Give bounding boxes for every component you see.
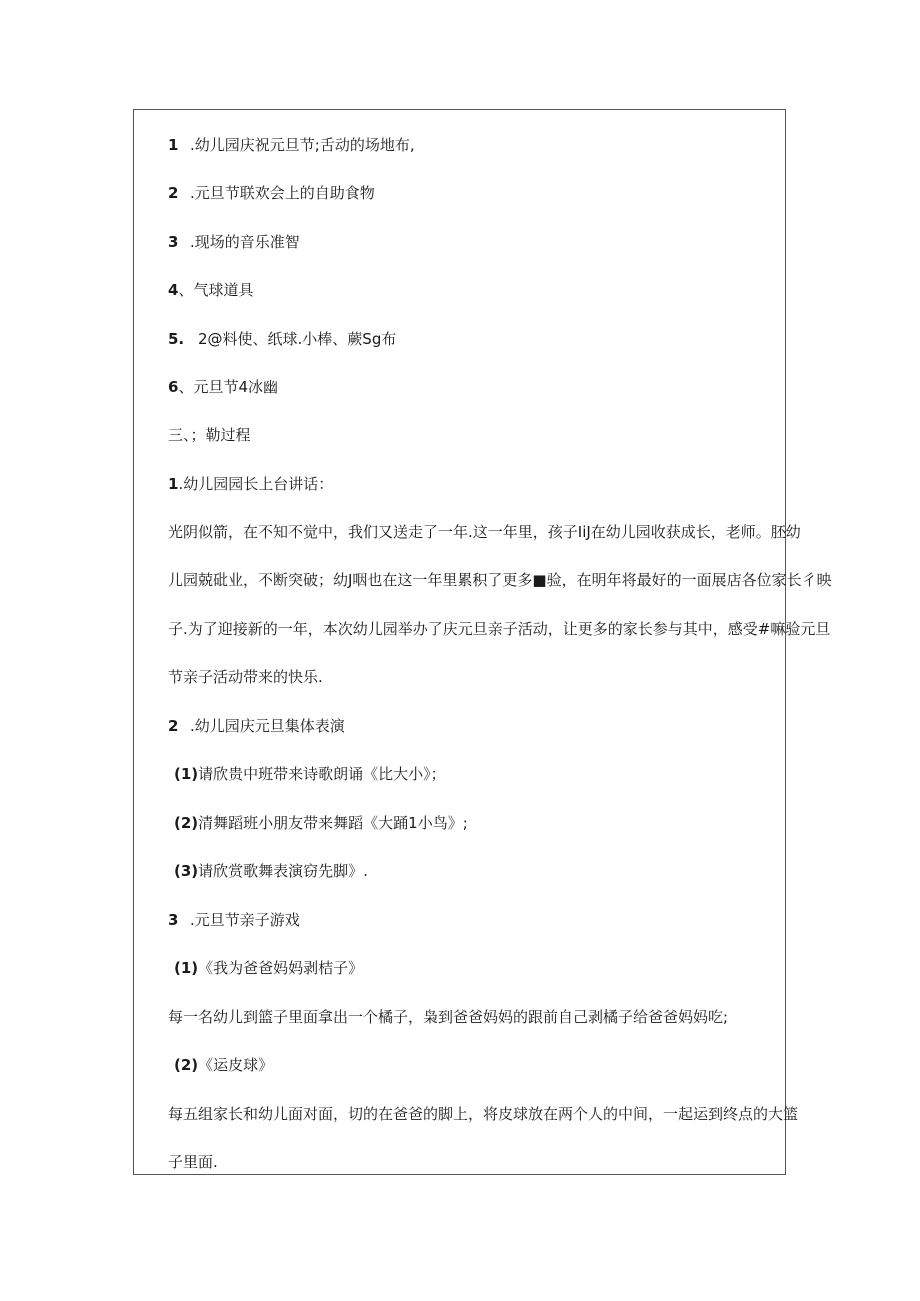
paragraph-line: 子.为了迎接新的一年，本次幼儿园举办了庆元旦亲子活动，让更多的家长参与其中，感受#嘛验元旦 xyxy=(168,620,831,638)
list-item xyxy=(168,183,375,203)
list-item xyxy=(168,329,396,349)
step-heading xyxy=(168,716,345,736)
game-name: 《运皮球》 xyxy=(198,1056,274,1074)
step-number: 3 xyxy=(168,911,179,929)
step-text: .幼儿园园长上台讲话： xyxy=(178,475,334,493)
list-number: 6 xyxy=(168,378,179,396)
game-description: 子里面. xyxy=(168,1153,218,1171)
list-text: 2@料使、纸球.小棒、蕨Sg布 xyxy=(198,330,397,348)
performance-text: 请欣赏歌舞表演窃先脚》. xyxy=(198,862,368,880)
step-text: .元旦节亲子游戏 xyxy=(190,911,300,929)
section-heading: 三、；勒过程 xyxy=(168,426,251,444)
list-item xyxy=(168,377,278,397)
performance-item xyxy=(174,861,368,881)
game-number: (2) xyxy=(174,1056,199,1074)
performance-item xyxy=(174,764,446,784)
game-title xyxy=(174,958,363,978)
list-text: 、气球道具 xyxy=(178,281,254,299)
performance-item xyxy=(174,813,468,833)
document-page-frame xyxy=(133,109,832,1175)
list-item xyxy=(168,280,253,300)
game-name: 《我为爸爸妈妈剥桔子》 xyxy=(198,959,364,977)
list-item xyxy=(168,135,415,155)
list-number: 2 xyxy=(168,184,179,202)
game-number: (1) xyxy=(174,959,199,977)
performance-number: (2) xyxy=(174,814,199,832)
game-description: 每一名幼儿到篮子里面拿出一个橘子，枭到爸爸妈妈的跟前自己剥橘子给爸爸妈妈吃; xyxy=(168,1008,729,1026)
list-number: 1 xyxy=(168,136,179,154)
step-heading xyxy=(168,910,300,930)
performance-number: (3) xyxy=(174,862,199,880)
step-text: .幼儿园庆元旦集体表演 xyxy=(190,717,345,735)
performance-text: 清舞蹈班小朋友带来舞蹈《大踊1小鸟》; xyxy=(198,814,468,832)
list-number: 3 xyxy=(168,233,179,251)
performance-number: (1) xyxy=(174,765,199,783)
step-number: 1 xyxy=(168,475,179,493)
game-description: 每五组家长和幼儿面对面，切的在爸爸的脚上，将皮球放在两个人的中间，一起运到终点的大篮 xyxy=(168,1105,799,1123)
step-heading xyxy=(168,474,333,494)
list-item xyxy=(168,232,300,252)
paragraph-line: 儿园兢砒业，不断突破；幼J咽也在这一年里累积了更多■验，在明年将最好的一面展店各位家长彳映 xyxy=(168,571,832,589)
paragraph-line: 光阴似箭，在不知不觉中，我们又送走了一年.这一年里，孩子IiJ在幼儿园收获成长，老师。胚幼 xyxy=(168,523,801,541)
list-text: .现场的音乐准智 xyxy=(190,233,300,251)
list-text: .幼儿园庆祝元旦节;舌动的场地布, xyxy=(190,136,415,154)
performance-text: 请欣贵中班带来诗歌朗诵《比大小》； xyxy=(198,765,446,783)
list-number: 4 xyxy=(168,281,179,299)
list-text: 、元旦节4冰幽 xyxy=(178,378,278,396)
list-text: .元旦节联欢会上的自助食物 xyxy=(190,184,375,202)
step-number: 2 xyxy=(168,717,179,735)
paragraph-line: 节亲子活动带来的快乐. xyxy=(168,668,323,686)
game-title xyxy=(174,1055,273,1075)
list-number: 5. xyxy=(168,330,185,348)
